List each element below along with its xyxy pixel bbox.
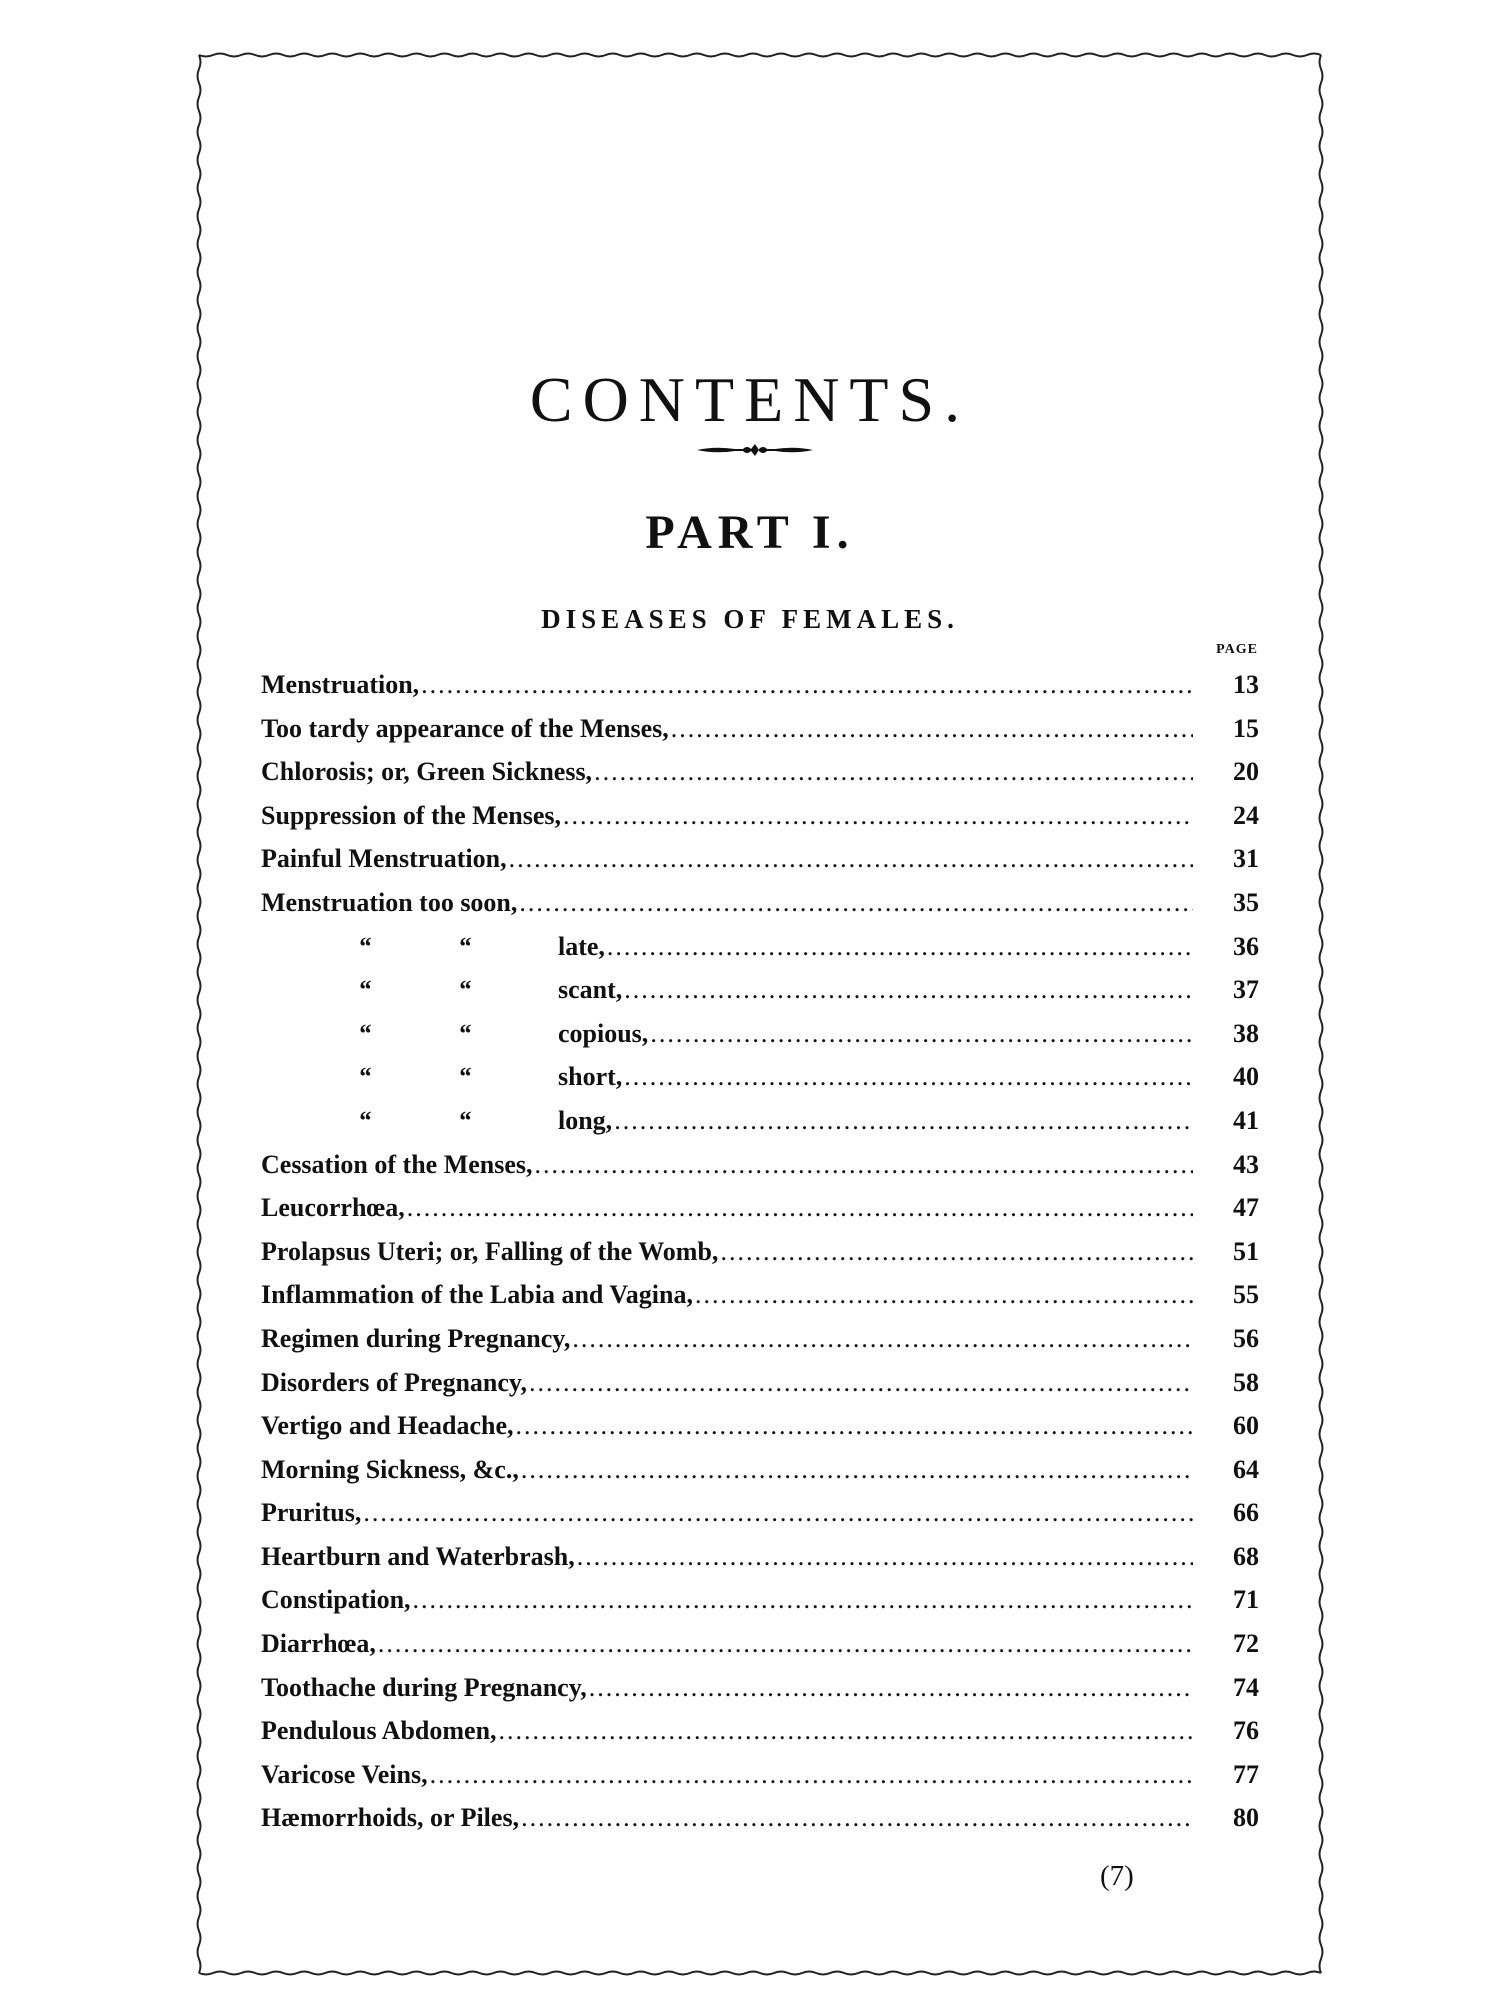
dot-leader [577,1542,1193,1572]
toc-entry-page: 64 [1233,1454,1259,1484]
dot-leader [650,1019,1193,1049]
toc-entry-page: 80 [1233,1803,1259,1833]
ditto-mark: “ [358,931,371,961]
toc-entry-page: 31 [1233,844,1259,874]
dot-leader [519,888,1193,918]
toc-entry-page: 35 [1233,887,1259,917]
toc-entry-title: Regimen during Pregnancy, [261,1323,571,1353]
dot-leader [695,1280,1193,1310]
toc-entry-title: Leucorrhœa, [261,1193,405,1223]
dot-leader [720,1237,1193,1267]
toc-entry-title: Painful Menstruation, [261,844,507,874]
toc-entry-page: 77 [1233,1759,1259,1789]
dot-leader [499,1716,1193,1746]
toc-entry [261,1368,1259,1412]
dot-leader [509,844,1193,874]
toc-entry [261,1411,1259,1455]
dot-leader [430,1760,1193,1790]
toc-entry-page: 43 [1233,1149,1259,1179]
toc-entry [261,932,1259,976]
dot-leader [521,1803,1193,1833]
toc-entry [261,757,1259,801]
toc-entry-title [261,1106,612,1136]
ditto-mark: “ [458,975,471,1005]
toc-entry-text: short, [558,1062,623,1092]
toc-entry-page: 15 [1233,713,1259,743]
toc-entry [261,1019,1259,1063]
toc-entry-page: 47 [1233,1193,1259,1223]
toc-entry-page: 56 [1233,1323,1259,1353]
dot-leader [624,1062,1193,1092]
toc-entry [261,888,1259,932]
toc-entry [261,1237,1259,1281]
ditto-mark: “ [458,931,471,961]
toc-entry-title: Morning Sickness, &c., [261,1454,519,1484]
toc-entry-page: 20 [1233,757,1259,787]
toc-entry [261,670,1259,714]
dot-leader [671,714,1193,744]
dot-leader [363,1498,1193,1528]
dot-leader [614,1106,1193,1136]
dot-leader [421,670,1193,700]
toc-entry [261,1280,1259,1324]
dot-leader [529,1368,1193,1398]
dot-leader [378,1629,1193,1659]
toc-entry-title: Too tardy appearance of the Menses, [261,713,669,743]
toc-entry-page: 24 [1233,800,1259,830]
toc-entry-page: 40 [1233,1062,1259,1092]
toc-entry-page: 58 [1233,1367,1259,1397]
toc-entry-page: 36 [1233,931,1259,961]
toc-entry [261,1062,1259,1106]
page-number: (7) [1100,1860,1134,1892]
toc-entry-title: Vertigo and Headache, [261,1411,514,1441]
toc-entry [261,801,1259,845]
dot-leader [407,1193,1193,1223]
toc-entry-title [261,932,605,962]
ditto-mark: “ [358,1062,371,1092]
toc-entry-title: Prolapsus Uteri; or, Falling of the Womb, [261,1236,719,1266]
toc-entry-title: Disorders of Pregnancy, [261,1367,527,1397]
ditto-mark: “ [458,1105,471,1135]
dot-leader [521,1455,1193,1485]
toc-entry-title: Menstruation too soon, [261,887,518,917]
dot-leader [516,1411,1193,1441]
dot-leader [594,757,1193,787]
toc-entry-title: Suppression of the Menses, [261,800,562,830]
toc-entry [261,1324,1259,1368]
toc-entry-page: 60 [1233,1411,1259,1441]
ditto-mark: “ [358,1105,371,1135]
dot-leader [413,1585,1193,1615]
toc-entry-page: 41 [1233,1105,1259,1135]
toc-entry [261,1760,1259,1804]
toc-entry-title [261,1062,622,1092]
toc-entry-page: 51 [1233,1236,1259,1266]
ditto-mark: “ [358,1018,371,1048]
toc-entry-text: scant, [558,975,623,1005]
toc-entry-title: Pendulous Abdomen, [261,1716,497,1746]
toc-entry-text: long, [558,1105,613,1135]
toc-entry-text: copious, [558,1018,649,1048]
toc-entry-title: Constipation, [261,1585,411,1615]
toc-entry [261,1106,1259,1150]
ditto-mark: “ [358,975,371,1005]
toc-entry [261,1455,1259,1499]
toc-entry [261,1716,1259,1760]
dot-leader [607,932,1193,962]
toc-entry [261,1803,1259,1847]
toc-entry-title: Hæmorrhoids, or Piles, [261,1803,520,1833]
page-column-header: PAGE [1216,642,1258,657]
dot-leader [572,1324,1193,1354]
toc-entry [261,1585,1259,1629]
toc-entry [261,1629,1259,1673]
toc-entry [261,844,1259,888]
toc-entry [261,975,1259,1019]
toc-entry-title [261,1019,648,1049]
toc-entry [261,1150,1259,1194]
ornament-divider-icon [695,440,815,460]
toc-entry [261,1498,1259,1542]
toc-entry-title: Heartburn and Waterbrash, [261,1541,575,1571]
dot-leader [535,1150,1193,1180]
dot-leader [624,975,1193,1005]
toc-entry-title: Chlorosis; or, Green Sickness, [261,757,593,787]
ditto-mark: “ [458,1062,471,1092]
toc-entry-title [261,975,622,1005]
toc-entry [261,1673,1259,1717]
toc-entry-title: Cessation of the Menses, [261,1149,533,1179]
table-of-contents [261,670,1259,1847]
toc-entry-page: 76 [1233,1716,1259,1746]
toc-entry-page: 38 [1233,1018,1259,1048]
section-heading: DISEASES OF FEMALES. [541,604,959,634]
toc-entry-page: 13 [1233,670,1259,699]
toc-entry-page: 74 [1233,1672,1259,1702]
toc-entry-page: 55 [1233,1280,1259,1310]
dot-leader [589,1673,1193,1703]
toc-entry [261,1542,1259,1586]
toc-entry-title: Pruritus, [261,1498,362,1528]
toc-entry-page: 37 [1233,975,1259,1005]
toc-entry-page: 68 [1233,1541,1259,1571]
toc-entry-text: late, [558,931,605,961]
toc-entry [261,714,1259,758]
toc-entry-page: 71 [1233,1585,1259,1615]
part-heading: PART I. [645,506,855,559]
toc-entry-title: Diarrhœa, [261,1629,376,1659]
toc-entry-page: 66 [1233,1498,1259,1528]
toc-entry [261,1193,1259,1237]
toc-entry-title: Inflammation of the Labia and Vagina, [261,1280,693,1310]
ditto-mark: “ [458,1018,471,1048]
toc-entry-title: Menstruation, [261,670,420,699]
toc-entry-title: Toothache during Pregnancy, [261,1672,587,1702]
dot-leader [563,801,1193,831]
toc-entry-title: Varicose Veins, [261,1759,428,1789]
page-title: CONTENTS. [529,363,971,435]
toc-entry-page: 72 [1233,1629,1259,1659]
